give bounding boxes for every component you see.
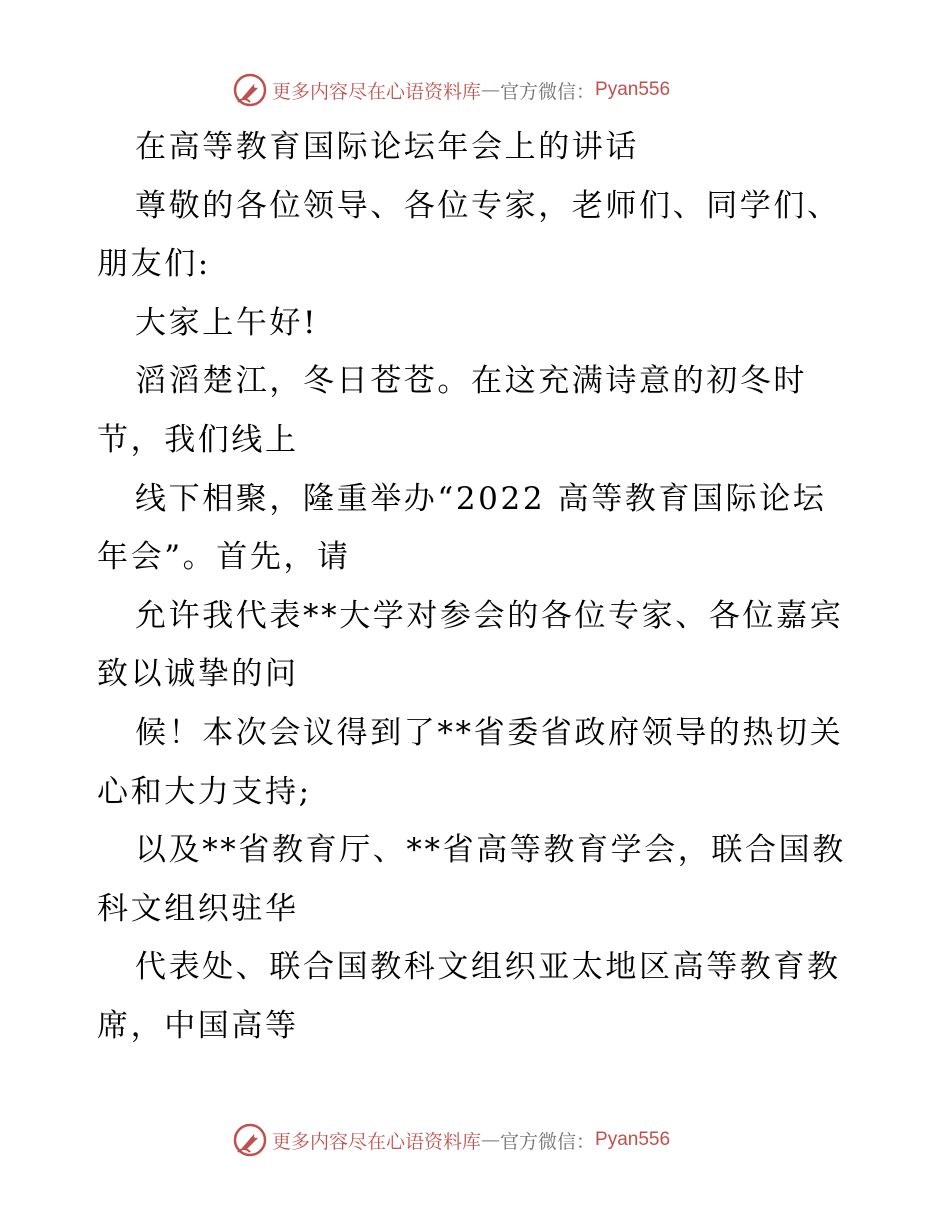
watermark-wechat-id: Pyan556 [595, 1129, 671, 1150]
greeting-line: 大家上午好! [135, 304, 319, 341]
footer-watermark [232, 1122, 670, 1158]
salutation-line-cont: 朋友们: [97, 246, 211, 283]
paragraph-line: 允许我代表**大学对参会的各位专家、各位嘉宾 [135, 597, 844, 634]
salutation-line: 尊敬的各位领导、各位专家，老师们、同学们、 [135, 187, 841, 224]
paragraph-line: 线下相聚，隆重举办“2022 高等教育国际论坛 [135, 480, 827, 517]
paragraph-line: 滔滔楚江，冬日苍苍。在这充满诗意的初冬时 [135, 363, 807, 400]
document-body [97, 118, 857, 1056]
watermark-text: 更多内容尽在心语资料库 [272, 80, 482, 103]
watermark-wechat-label: 官方微信： [500, 1130, 596, 1153]
watermark-dash: — [481, 79, 501, 101]
watermark-wechat-label: 官方微信： [500, 80, 596, 103]
watermark-text: 更多内容尽在心语资料库 [272, 1130, 482, 1153]
paragraph-line-cont: 科文组织驻华 [97, 890, 299, 927]
paragraph-line-cont: 心和大力支持; [97, 773, 312, 810]
pen-nib-circle-icon [232, 1122, 268, 1158]
header-watermark [232, 72, 670, 108]
paragraph-line-cont: 致以诚挚的问 [97, 656, 299, 693]
watermark-wechat-id: Pyan556 [595, 79, 671, 100]
paragraph-line: 代表处、联合国教科文组织亚太地区高等教育教 [135, 949, 841, 986]
paragraph-line-cont: 年会”。首先，请 [97, 539, 351, 576]
paragraph-line-cont: 节，我们线上 [97, 421, 299, 458]
document-title: 在高等教育国际论坛年会上的讲话 [135, 129, 639, 165]
pen-nib-circle-icon [232, 72, 268, 108]
watermark-dash: — [481, 1129, 501, 1151]
paragraph-line-cont: 席，中国高等 [97, 1007, 299, 1044]
paragraph-line: 以及**省教育厅、**省高等教育学会，联合国教 [135, 832, 846, 869]
paragraph-line: 候！本次会议得到了**省委省政府领导的热切关 [135, 714, 844, 751]
